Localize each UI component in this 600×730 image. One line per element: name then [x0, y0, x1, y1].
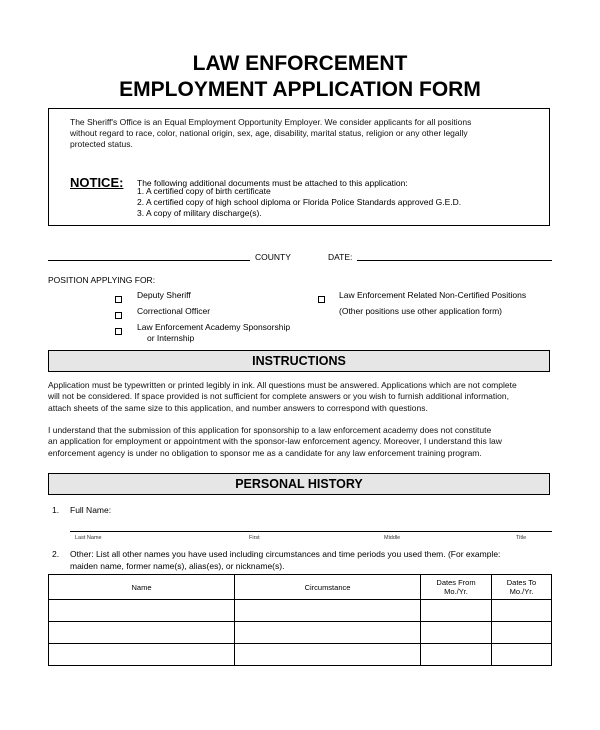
title-caption: Title [516, 535, 527, 541]
col-header-dates-from: Dates From Mo./Yr. [421, 575, 492, 600]
first-name-caption: First [249, 535, 260, 541]
instruction-line: will not be considered. If space provided is not sufficient for complete answers or you wish to furnish additional information, [48, 391, 509, 402]
non-certified-label: Law Enforcement Related Non-Certified Positions [339, 290, 527, 300]
table-cell[interactable] [492, 600, 552, 622]
table-cell[interactable] [421, 644, 492, 666]
deputy-sheriff-label: Deputy Sheriff [137, 290, 191, 300]
notice-text: The following additional documents must be attached to this application: [137, 178, 408, 188]
q2-number: 2. [52, 549, 60, 559]
table-cell[interactable] [492, 622, 552, 644]
col-header-name: Name [49, 575, 235, 600]
form-title-line2: EMPLOYMENT APPLICATION FORM [119, 78, 481, 101]
notice-item: 1. A certified copy of birth certificate [137, 186, 271, 196]
table-row [49, 600, 552, 622]
instructions-paragraph-1 [48, 380, 552, 414]
instruction-line: an application for employment or appointment with the sponsor-law enforcement agency. Moreover, I understand this law [48, 436, 502, 447]
table-row [49, 644, 552, 666]
county-field[interactable] [48, 260, 250, 261]
other-names-question-cont: maiden name, former name(s), alias(es), or nickname(s). [70, 561, 285, 571]
full-name-label: Full Name: [70, 505, 112, 515]
instruction-line: Application must be typewritten or printed legibly in ink. All questions must be answered. Applications which are not complete [48, 380, 517, 390]
instruction-line: attach sheets of the same size to this application, and number answers to correspond with questions. [48, 402, 428, 413]
table-cell[interactable] [492, 644, 552, 666]
non-certified-note: (Other positions use other application form) [339, 306, 502, 316]
academy-sponsorship-label-cont: or Internship [147, 333, 195, 343]
eeo-line: without regard to race, color, national origin, sex, age, disability, marital status, religion or any other legally [70, 128, 468, 138]
last-name-caption: Last Name [75, 535, 102, 541]
instruction-line: I understand that the submission of this application for sponsorship to a law enforcement academy does not constitute [48, 425, 492, 435]
other-names-table [48, 574, 552, 666]
notice-item: 2. A certified copy of high school diploma or Florida Police Standards approved G.E.D. [137, 197, 462, 207]
table-row [49, 622, 552, 644]
eeo-line: The Sheriff's Office is an Equal Employment Opportunity Employer. We consider applicants for all positions [70, 117, 472, 127]
instructions-paragraph-2 [48, 425, 552, 459]
county-label: COUNTY [255, 252, 291, 262]
table-cell[interactable] [421, 600, 492, 622]
position-label: POSITION APPLYING FOR: [48, 275, 156, 285]
date-label: DATE: [328, 252, 353, 262]
table-cell[interactable] [49, 622, 235, 644]
middle-name-caption: Middle [384, 535, 401, 541]
table-cell[interactable] [235, 644, 421, 666]
col-header-dates-to: Dates To Mo./Yr. [492, 575, 552, 600]
notice-item: 3. A copy of military discharge(s). [137, 208, 262, 218]
notice-label: NOTICE: [70, 175, 124, 190]
table-cell[interactable] [421, 622, 492, 644]
instruction-line: enforcement agency is under no obligation to sponsor me as a candidate for any law enforcement training program. [48, 447, 482, 458]
correctional-officer-label: Correctional Officer [137, 306, 211, 316]
academy-sponsorship-label: Law Enforcement Academy Sponsorship [137, 322, 291, 332]
table-cell[interactable] [49, 600, 235, 622]
eeo-statement [70, 117, 540, 150]
table-cell[interactable] [49, 644, 235, 666]
instructions-heading: INSTRUCTIONS [48, 350, 550, 372]
full-name-field[interactable] [70, 531, 552, 532]
eeo-line: protected status. [70, 139, 133, 149]
table-cell[interactable] [235, 622, 421, 644]
personal-history-heading: PERSONAL HISTORY [48, 473, 550, 495]
table-cell[interactable] [235, 600, 421, 622]
date-field[interactable] [357, 260, 552, 261]
academy-sponsorship-checkbox[interactable] [115, 322, 122, 340]
other-names-question: Other: List all other names you have used including circumstances and time periods you used them. (For example: [70, 549, 501, 559]
q1-number: 1. [52, 505, 60, 515]
non-certified-checkbox[interactable] [318, 290, 325, 308]
form-title-line1: LAW ENFORCEMENT [192, 52, 408, 75]
col-header-circumstance: Circumstance [235, 575, 421, 600]
